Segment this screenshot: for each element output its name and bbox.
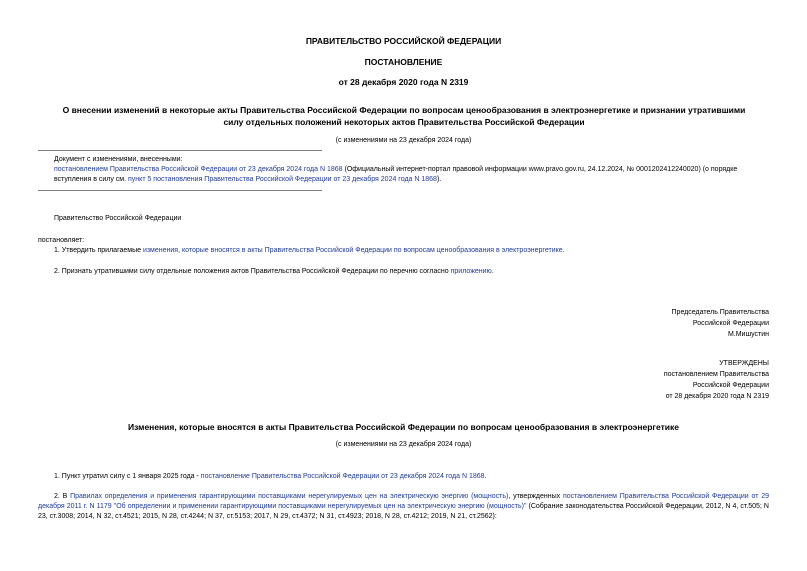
divider-top [38,150,322,151]
p2-text: 2. Признать утратившими силу отдельные положения актов Правительства Российской Федерации по перечню согласно [54,268,451,275]
resolves-label: постановляет: [38,237,85,244]
rules-link[interactable]: Правилах определения и применения гарантирующими поставщиками нерегулируемых цен на электрическую энергию (мощность) [70,493,509,500]
changes-block [54,155,766,185]
item1-text: 1. Пункт утратил силу с 1 января 2025 года - [54,473,201,480]
amendment-link[interactable]: постановлением Правительства Российской Федерации от 23 декабря 2024 года N 1868 [54,166,343,173]
approved-date: от 28 декабря 2020 года N 2319 [665,393,769,400]
approved-block [664,358,769,402]
entry-into-force-link[interactable]: пункт 5 постановления Правительства Российской Федерации от 23 декабря 2024 года N 1868 [128,176,437,183]
approved-org: Российской Федерации [692,382,769,389]
p1-text: 1. Утвердить прилагаемые [54,247,143,254]
government-label: Правительство Российской Федерации [54,215,182,222]
changes-revision-note: (с изменениями на 23 декабря 2024 года) [335,441,472,448]
changes-source: (Официальный интернет-портал правовой информации www.pravo.gov.ru, 24.12.2024, № 0001202412240020) (о порядке вступления в силу см. [54,166,738,183]
signature-org: Российской Федерации [692,320,769,327]
approved-by: постановлением Правительства [663,371,769,378]
date-number-heading: от 28 декабря 2020 года N 2319 [338,77,469,87]
signature-position: Председатель Правительства [671,309,769,316]
document-title: О внесении изменений в некоторые акты Правительства Российской Федерации по вопросам ценообразования в электроэнергетике и признании утратившими силу отдельных положений некоторых актов Правительства Российской Федерации [62,105,746,127]
item1-end: . [484,473,487,480]
changes-title: Изменения, которые вносятся в акты Правительства Российской Федерации по вопросам ценообразования в электроэнергетике [128,422,679,432]
changes-detail [54,165,766,185]
org-heading: ПРАВИТЕЛЬСТВО РОССИЙСКОЙ ФЕДЕРАЦИИ [305,36,502,46]
divider-bottom [38,190,322,191]
changes-end: ). [436,176,442,183]
item-2 [38,492,769,522]
revision-note: (с изменениями на 23 декабря 2024 года) [335,137,472,144]
paragraph-1 [54,246,766,256]
signature-name: М.Мишустин [727,331,769,338]
item2-source: (Собрание законодательства Российской Федерации, 2012, N 4, ст.505; N 23, ст.3008; 2014, N 32, ст.4521; 2015, N 28, ст.4244; N 37, ст.5153; 2017, N 29, ст.4372; N 31, ст.4923; 2018, N 28, ст.4212; 2019, N 21, ст.2562): [38,503,769,520]
item1-link[interactable]: постановление Правительства Российской Федерации от 23 декабря 2024 года N 1868 [200,473,485,480]
item-1 [54,472,766,482]
signature-block [672,307,769,340]
p1-end: . [562,247,565,254]
appendix-link[interactable]: приложению [450,268,492,275]
approved-stamp: УТВЕРЖДЕНЫ [719,360,769,367]
paragraph-2 [54,267,766,277]
approved-changes-link[interactable]: изменения, которые вносятся в акты Правительства Российской Федерации по вопросам ценообразования в электроэнергетике [142,247,563,254]
changes-intro: Документ с изменениями, внесенными: [54,156,183,163]
item2-text: 2. В [54,493,71,500]
doc-type-heading: ПОСТАНОВЛЕНИЕ [364,57,443,67]
resolution-1179-link[interactable]: постановлением Правительства Российской Федерации от 29 декабря 2011 г. N 1179 "Об определении и применении гарантирующими поставщиками нерегулируемых цен на электрическую энергию (мощность)" [38,493,769,510]
item2-mid: , утвержденных [508,493,563,500]
p2-end: . [491,268,494,275]
